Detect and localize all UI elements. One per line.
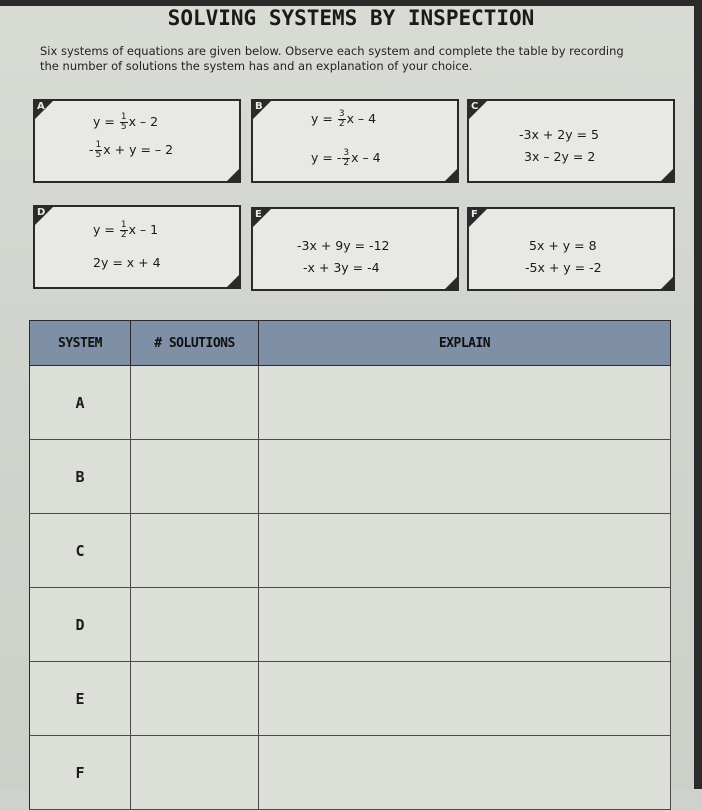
table-header-row <box>30 321 671 366</box>
table-row <box>30 662 671 736</box>
system-card-b <box>251 99 459 183</box>
fraction: $\frac{1}{2}$ <box>120 220 127 240</box>
equation-1: 5x + y = 8 <box>529 238 597 253</box>
solutions-cell[interactable] <box>131 366 259 440</box>
card-label: B <box>255 101 263 112</box>
card-fold <box>443 167 459 183</box>
row-label: E <box>30 662 131 736</box>
equation-2: - $\frac{1}{5}$ x + y = – 2 <box>89 140 174 160</box>
page-title: SOLVING SYSTEMS BY INSPECTION <box>167 6 535 30</box>
card-fold <box>659 167 675 183</box>
explain-cell[interactable] <box>259 588 671 662</box>
card-label: E <box>255 209 262 220</box>
solutions-cell[interactable] <box>131 736 259 810</box>
fraction: $\frac{1}{5}$ <box>120 112 127 132</box>
header-system: SYSTEM <box>30 321 131 366</box>
equation-1: y = $\frac{1}{5}$ x – 2 <box>93 112 159 132</box>
table-row <box>30 514 671 588</box>
table-row <box>30 588 671 662</box>
row-label: D <box>30 588 131 662</box>
fraction: $\frac{3}{2}$ <box>338 109 345 129</box>
table-row <box>30 366 671 440</box>
fraction: $\frac{1}{5}$ <box>95 140 102 160</box>
row-label: C <box>30 514 131 588</box>
row-label: A <box>30 366 131 440</box>
explain-cell[interactable] <box>259 514 671 588</box>
fraction: $\frac{3}{2}$ <box>343 148 350 168</box>
equation-2: -x + 3y = -4 <box>303 260 380 275</box>
explain-cell[interactable] <box>259 440 671 514</box>
solutions-cell[interactable] <box>131 588 259 662</box>
system-card-d <box>33 205 241 289</box>
card-label: F <box>471 209 478 220</box>
card-fold <box>225 273 241 289</box>
equation-2: 2y = x + 4 <box>93 255 161 270</box>
equation-1: -3x + 9y = -12 <box>297 238 390 253</box>
row-label: B <box>30 440 131 514</box>
row-label: F <box>30 736 131 810</box>
solutions-cell[interactable] <box>131 440 259 514</box>
system-card-f <box>467 207 675 291</box>
card-fold <box>659 275 675 291</box>
equation-2: y = - $\frac{3}{2}$ x – 4 <box>311 148 381 168</box>
explain-cell[interactable] <box>259 662 671 736</box>
card-fold <box>225 167 241 183</box>
equation-1: y = $\frac{1}{2}$ x – 1 <box>93 220 159 240</box>
card-fold <box>443 275 459 291</box>
solutions-cell[interactable] <box>131 514 259 588</box>
right-edge <box>694 0 702 789</box>
explain-cell[interactable] <box>259 366 671 440</box>
system-card-e <box>251 207 459 291</box>
card-label: A <box>37 101 45 112</box>
header-explain: EXPLAIN <box>259 321 671 366</box>
equation-1: -3x + 2y = 5 <box>519 127 600 142</box>
system-card-c <box>467 99 675 183</box>
table-row <box>30 440 671 514</box>
card-label: D <box>37 207 46 218</box>
solutions-cell[interactable] <box>131 662 259 736</box>
answer-table <box>29 320 671 810</box>
system-card-a <box>33 99 241 183</box>
explain-cell[interactable] <box>259 736 671 810</box>
table-row <box>30 736 671 810</box>
equation-2: -5x + y = -2 <box>525 260 602 275</box>
header-solutions: # SOLUTIONS <box>131 321 259 366</box>
card-label: C <box>471 101 479 112</box>
equation-1: y = $\frac{3}{2}$ x – 4 <box>311 109 377 129</box>
equation-2: 3x – 2y = 2 <box>524 149 596 164</box>
instructions: Six systems of equations are given below. Observe each system and complete the table by recording the number of solutions the system has and an explanation of your choice. <box>40 44 624 73</box>
